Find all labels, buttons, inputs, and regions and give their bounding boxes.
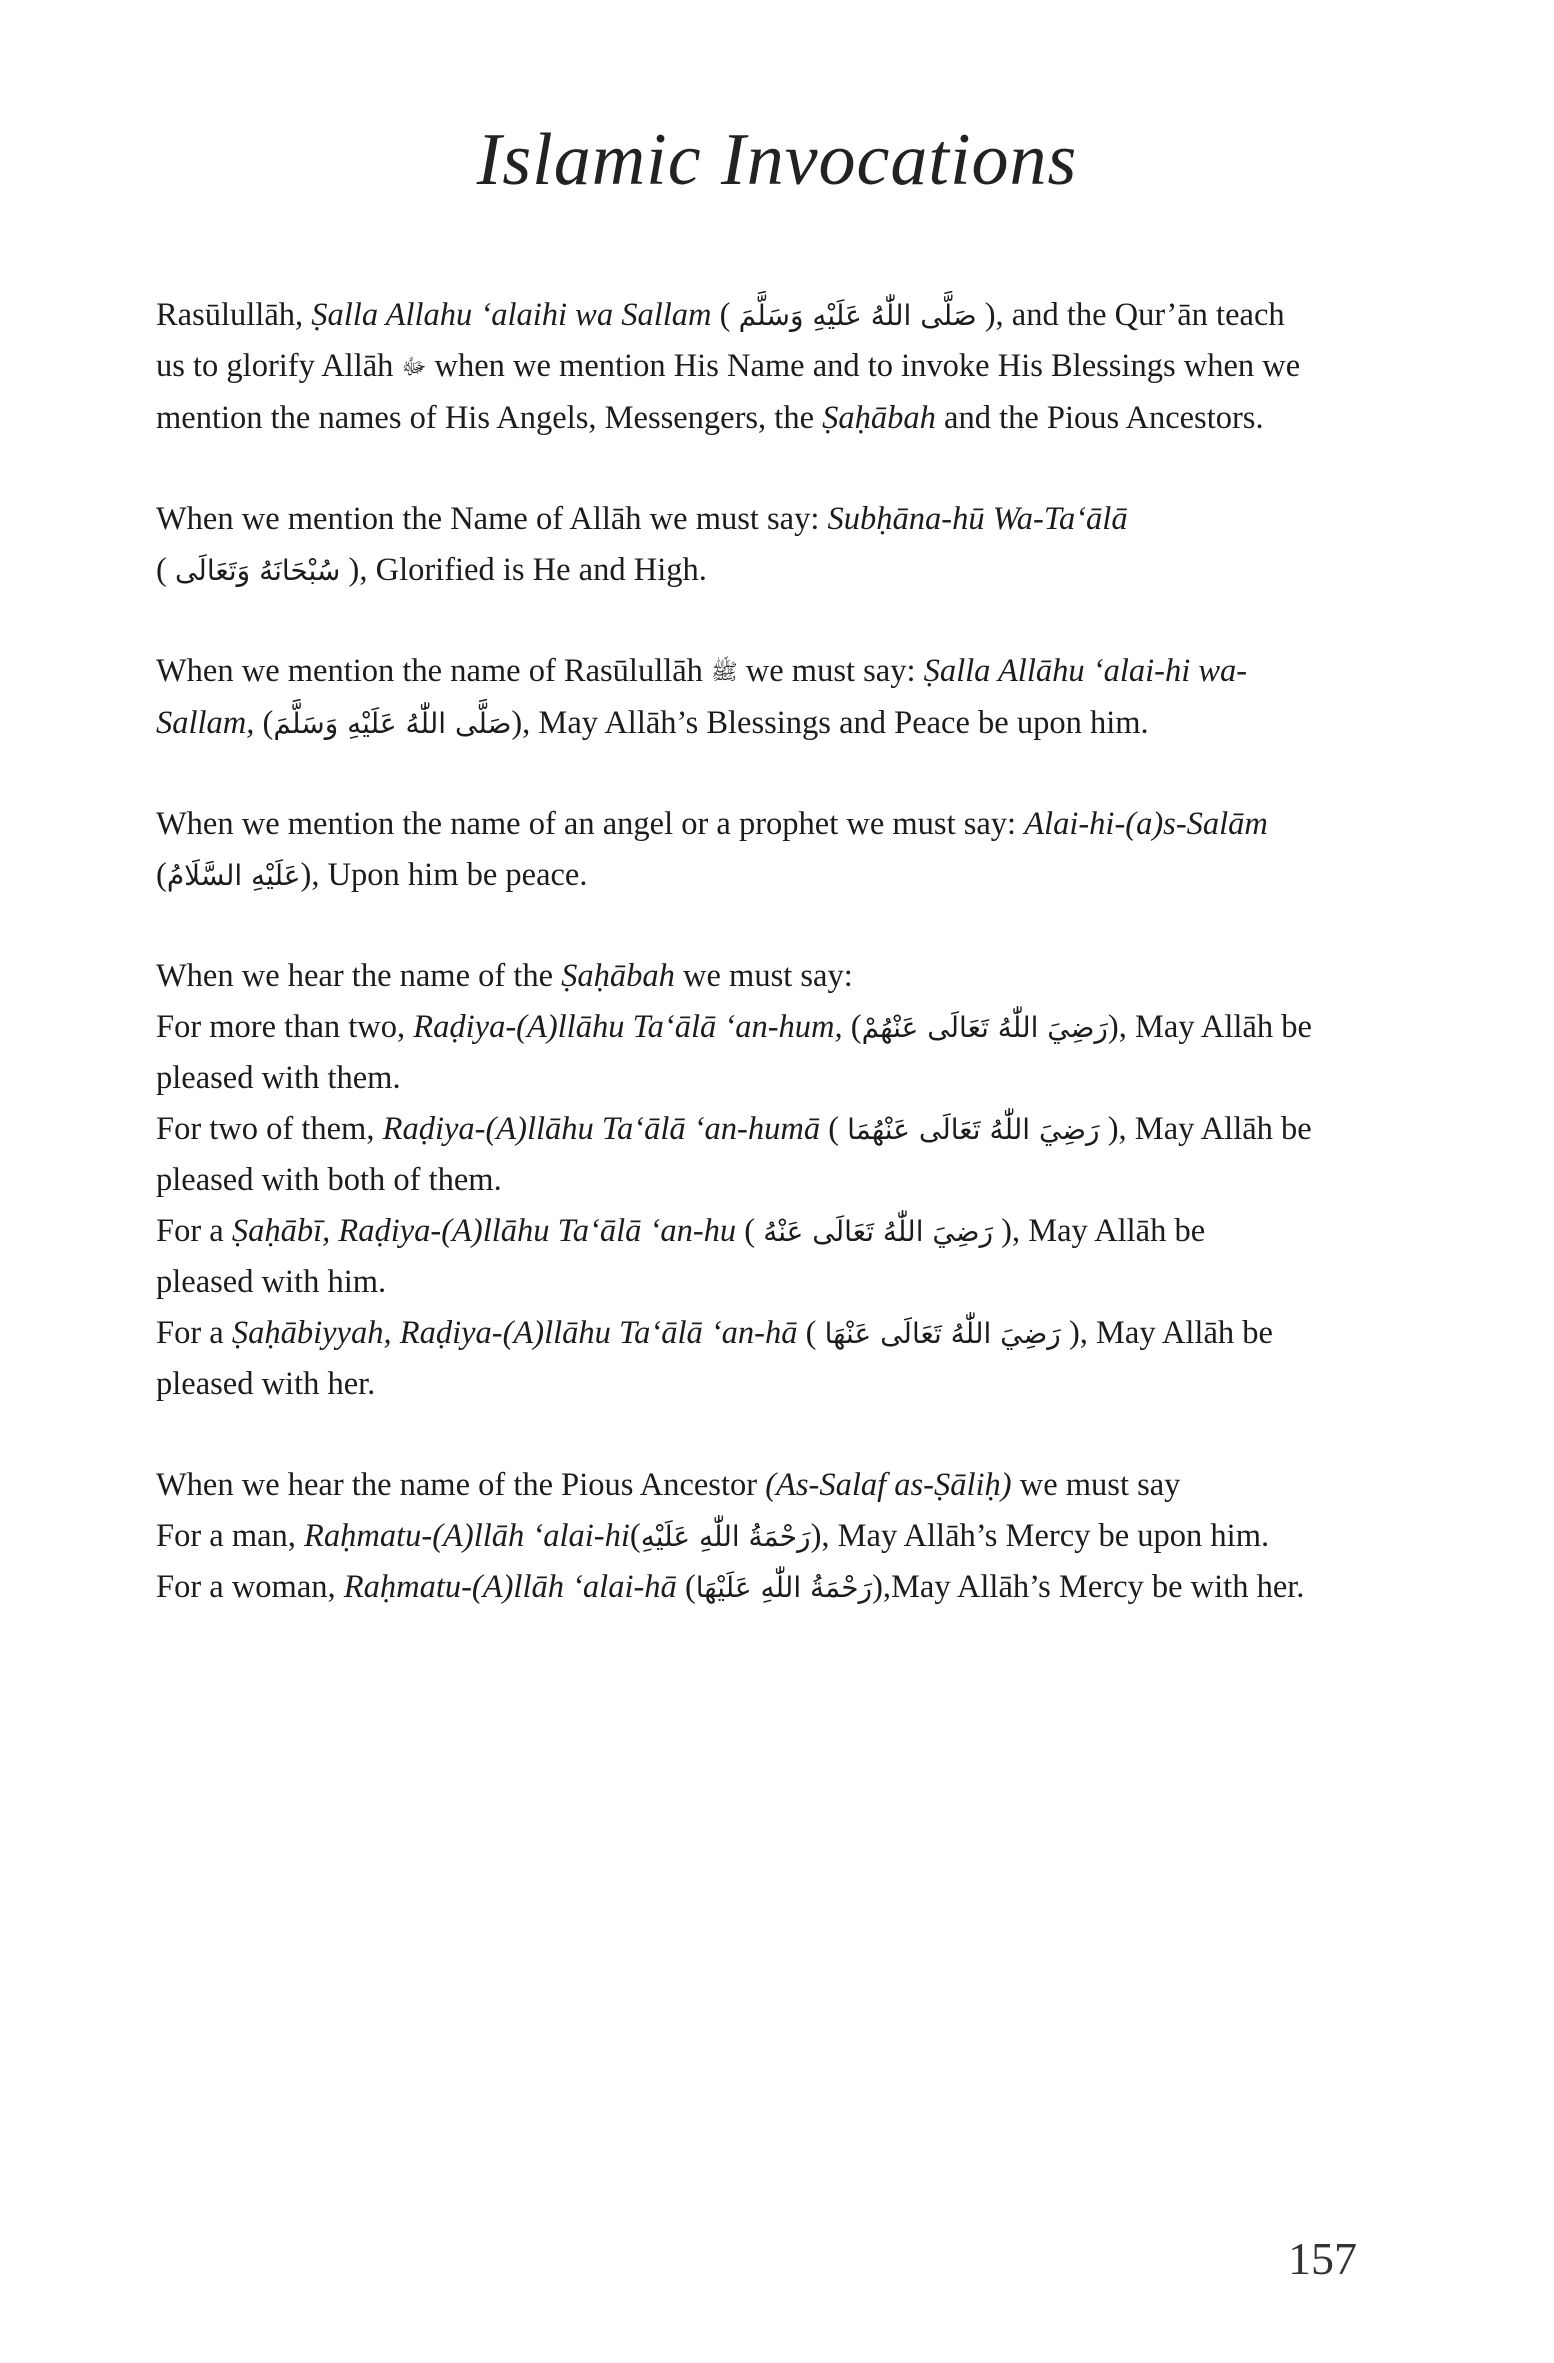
arabic-radiya-anhu: رَضِيَ اللّٰهُ تَعَالَى عَنْهُ (763, 1215, 994, 1248)
prophet-paragraph (156, 646, 1406, 749)
salaf-paragraph (156, 1460, 1406, 1613)
sahabah-more-line-1: For more than two, Raḍiya-(A)llāhu Ta‘ālā ‘an-hum, (رَضِيَ اللّٰهُ تَعَالَى عَنْهُمْ), May Allāh be (156, 1002, 1406, 1053)
arabic-radiya-anhum: رَضِيَ اللّٰهُ تَعَالَى عَنْهُمْ (861, 1011, 1108, 1044)
sahabah-two-line-2: pleased with both of them. (156, 1162, 502, 1198)
arabic-subhanahu: سُبْحَانَهُ وَتَعَالَى (174, 554, 341, 587)
allah-paragraph (156, 494, 1406, 596)
arabic-radiya-anhuma: رَضِيَ اللّٰهُ تَعَالَى عَنْهُمَا (847, 1113, 1100, 1146)
page-number: 157 (1288, 2233, 1357, 2284)
angel-line-2: (عَلَيْهِ السَّلَامُ), Upon him be peace. (156, 850, 1406, 901)
arabic-rahmatullah-alaihi: رَحْمَةُ اللّٰهِ عَلَيْهِ (640, 1520, 811, 1553)
arabic-salawat: صَلَّى اللّٰهُ عَلَيْهِ وَسَلَّمَ (738, 299, 977, 332)
salaf-intro: When we hear the name of the Pious Ancestor (As-Salaf as-Ṣāliḥ) we must say (156, 1467, 1181, 1503)
intro-line-1: Rasūlullāh, Ṣalla Allahu ‘alaihi wa Sallam ( صَلَّى اللّٰهُ عَلَيْهِ وَسَلَّمَ ), and the Qur’ān teach (156, 290, 1406, 341)
sahabi-line-1: For a Ṣaḥābī, Raḍiya-(A)llāhu Ta‘ālā ‘an-hu ( رَضِيَ اللّٰهُ تَعَالَى عَنْهُ ), May Allāh be (156, 1206, 1406, 1257)
arabic-radiya-anha: رَضِيَ اللّٰهُ تَعَالَى عَنْهَا (824, 1317, 1061, 1350)
arabic-alaihis-salam: عَلَيْهِ السَّلَامُ (166, 859, 301, 892)
sahabah-more-line-2: pleased with them. (156, 1060, 401, 1096)
prophet-line-2: Sallam, (صَلَّى اللّٰهُ عَلَيْهِ وَسَلَّمَ), May Allāh’s Blessings and Peace be upon him. (156, 698, 1406, 749)
intro-paragraph (156, 290, 1406, 444)
sahabiyyah-line-1: For a Ṣaḥābiyyah, Raḍiya-(A)llāhu Ta‘ālā ‘an-hā ( رَضِيَ اللّٰهُ تَعَالَى عَنْهَا ), May Allāh be (156, 1308, 1406, 1359)
allah-line-2: ( سُبْحَانَهُ وَتَعَالَى ), Glorified is He and High. (156, 545, 1406, 596)
page-title: Islamic Invocations (476, 119, 1078, 201)
sahabi-line-2: pleased with him. (156, 1264, 387, 1300)
body-text (156, 290, 1406, 1663)
allah-line-1: When we mention the Name of Allāh we must say: Subḥāna-hū Wa-Ta‘ālā (156, 501, 1128, 537)
arabic-rahmatullah-alaiha: رَحْمَةُ اللّٰهِ عَلَيْهَا (695, 1571, 873, 1604)
arabic-salawat: صَلَّى اللّٰهُ عَلَيْهِ وَسَلَّمَ (273, 707, 512, 740)
intro-line-2: us to glorify Allāh ﷻ when we mention His Name and to invoke His Blessings when we (156, 348, 1301, 384)
angel-line-1: When we mention the name of an angel or a prophet we must say: Alai-hi-(a)s-Salām (156, 806, 1268, 842)
prophet-line-1: When we mention the name of Rasūlullāh ﷺ we must say: Ṣalla Allāhu ‘alai-hi wa- (156, 653, 1248, 689)
sahabiyyah-line-2: pleased with her. (156, 1366, 376, 1402)
intro-line-3: mention the names of His Angels, Messengers, the Ṣaḥābah and the Pious Ancestors. (156, 400, 1264, 436)
salawat-icon: ﷺ (711, 660, 738, 685)
sahabah-intro: When we hear the name of the Ṣaḥābah we must say: (156, 958, 853, 994)
salaf-man-line: For a man, Raḥmatu-(A)llāh ‘alai-hi(رَحْمَةُ اللّٰهِ عَلَيْهِ), May Allāh’s Mercy be upon him. (156, 1511, 1406, 1562)
sahabah-two-line-1: For two of them, Raḍiya-(A)llāhu Ta‘ālā ‘an-humā ( رَضِيَ اللّٰهُ تَعَالَى عَنْهُمَا ), May Allāh be (156, 1104, 1406, 1155)
salaf-woman-line: For a woman, Raḥmatu-(A)llāh ‘alai-hā (رَحْمَةُ اللّٰهِ عَلَيْهَا),May Allāh’s Mercy be with her. (156, 1562, 1406, 1613)
sahabah-paragraph (156, 951, 1406, 1410)
angel-paragraph (156, 799, 1406, 901)
jalla-jalaluhu-icon: ﷻ (401, 355, 427, 380)
